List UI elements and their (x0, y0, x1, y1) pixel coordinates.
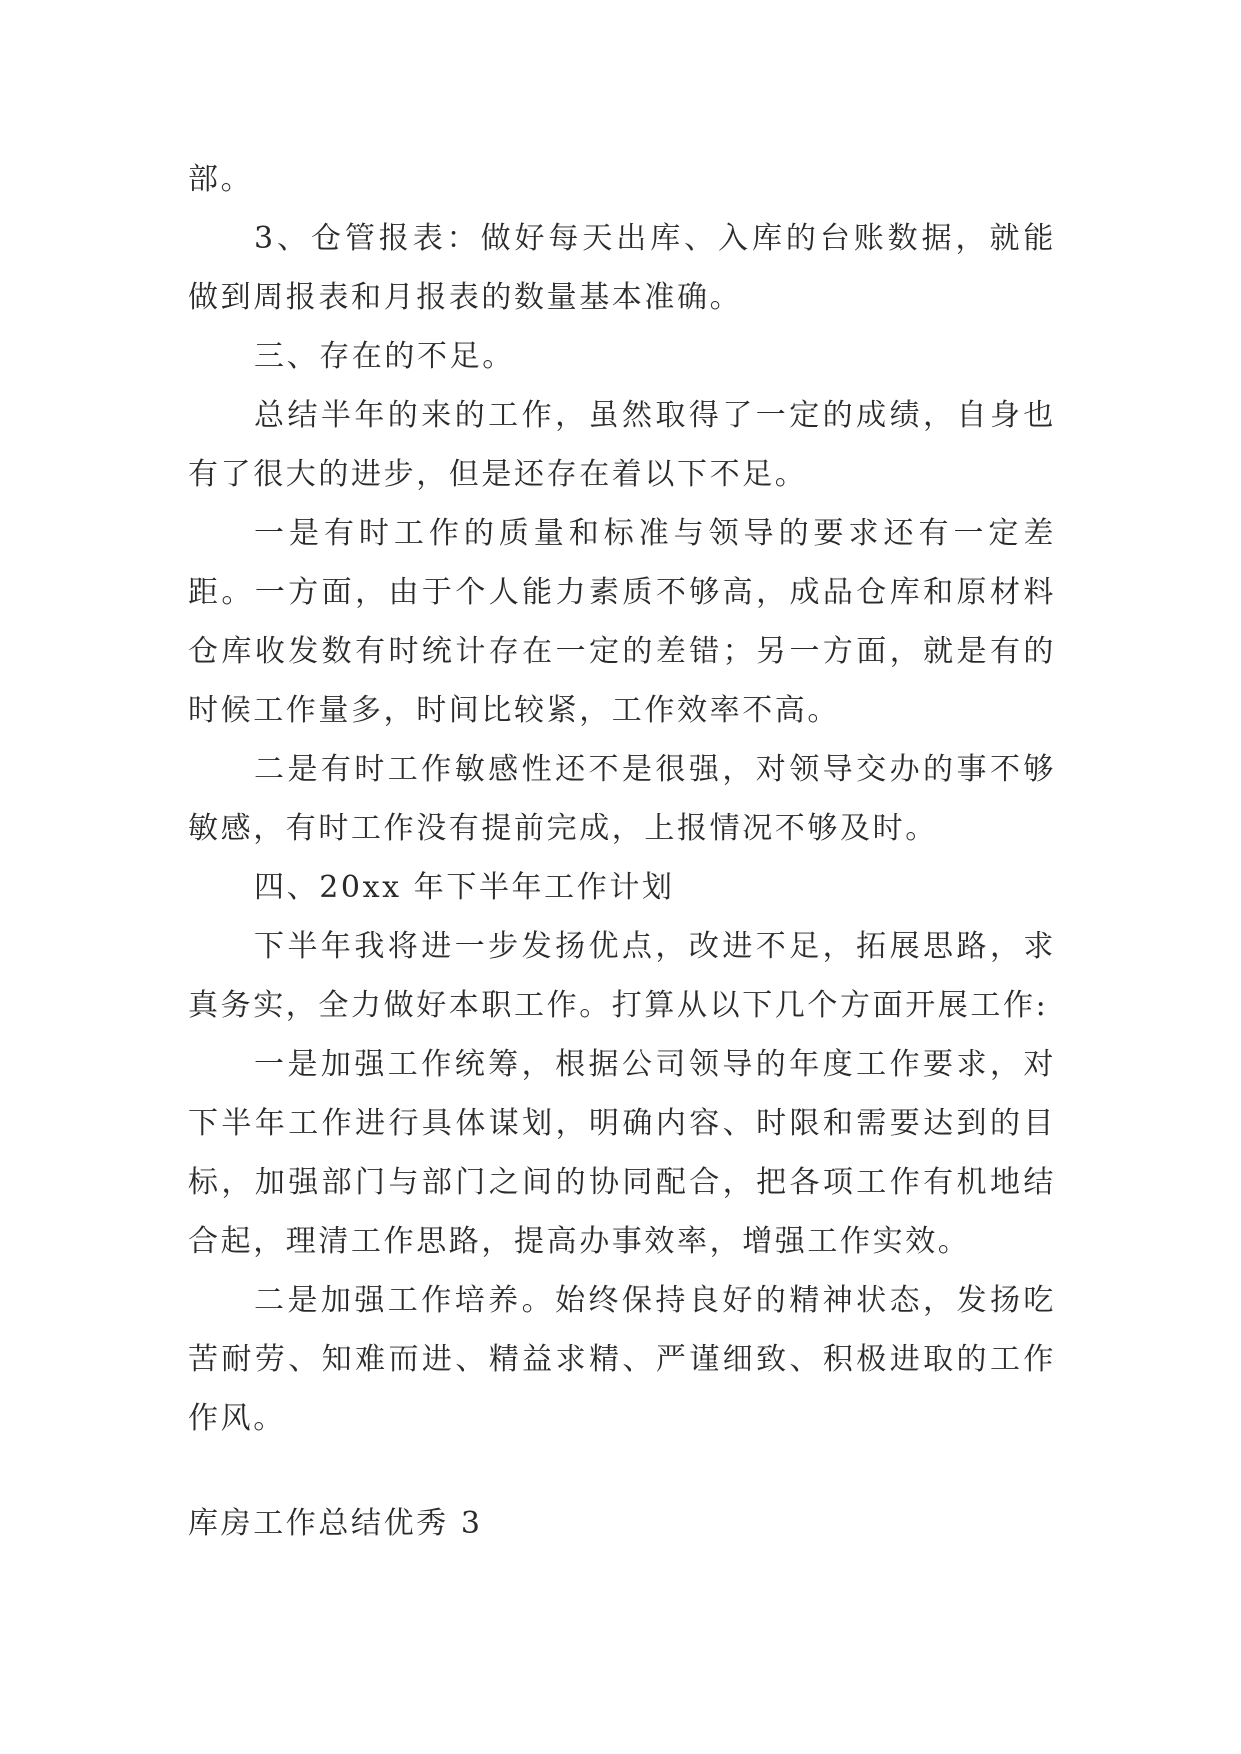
paragraph: 二是有时工作敏感性还不是很强，对领导交办的事不够敏感，有时工作没有提前完成，上报情况不够及时。 (188, 752, 1056, 846)
section-heading: 三、存在的不足。 (254, 339, 515, 374)
section-heading: 四、20xx 年下半年工作计划 (254, 870, 675, 905)
paragraph: 下半年我将进一步发扬优点，改进不足，拓展思路，求真务实，全力做好本职工作。打算从以下几个方面开展工作: (188, 929, 1056, 1023)
paragraph: 一是有时工作的质量和标准与领导的要求还有一定差距。一方面，由于个人能力素质不够高，成品仓库和原材料仓库收发数有时统计存在一定的差错；另一方面，就是有的时候工作量多，时间比较紧，工作效率不高。 (188, 516, 1056, 728)
paragraph: 总结半年的来的工作，虽然取得了一定的成绩，自身也有了很大的进步，但是还存在着以下不足。 (188, 398, 1056, 492)
paragraph: 二是加强工作培养。始终保持良好的精神状态，发扬吃苦耐劳、知难而进、精益求精、严谨细致、积极进取的工作作风。 (188, 1283, 1056, 1436)
paragraph: 部。 (188, 162, 254, 197)
document-body (188, 150, 1056, 1448)
document-section-title: 库房工作总结优秀 3 (188, 1506, 483, 1541)
paragraph: 一是加强工作统筹，根据公司领导的年度工作要求，对下半年工作进行具体谋划，明确内容、时限和需要达到的目标，加强部门与部门之间的协同配合，把各项工作有机地结合起，理清工作思路，提高办事效率，增强工作实效。 (188, 1047, 1056, 1259)
paragraph: 3、仓管报表：做好每天出库、入库的台账数据，就能做到周报表和月报表的数量基本准确。 (188, 221, 1056, 315)
